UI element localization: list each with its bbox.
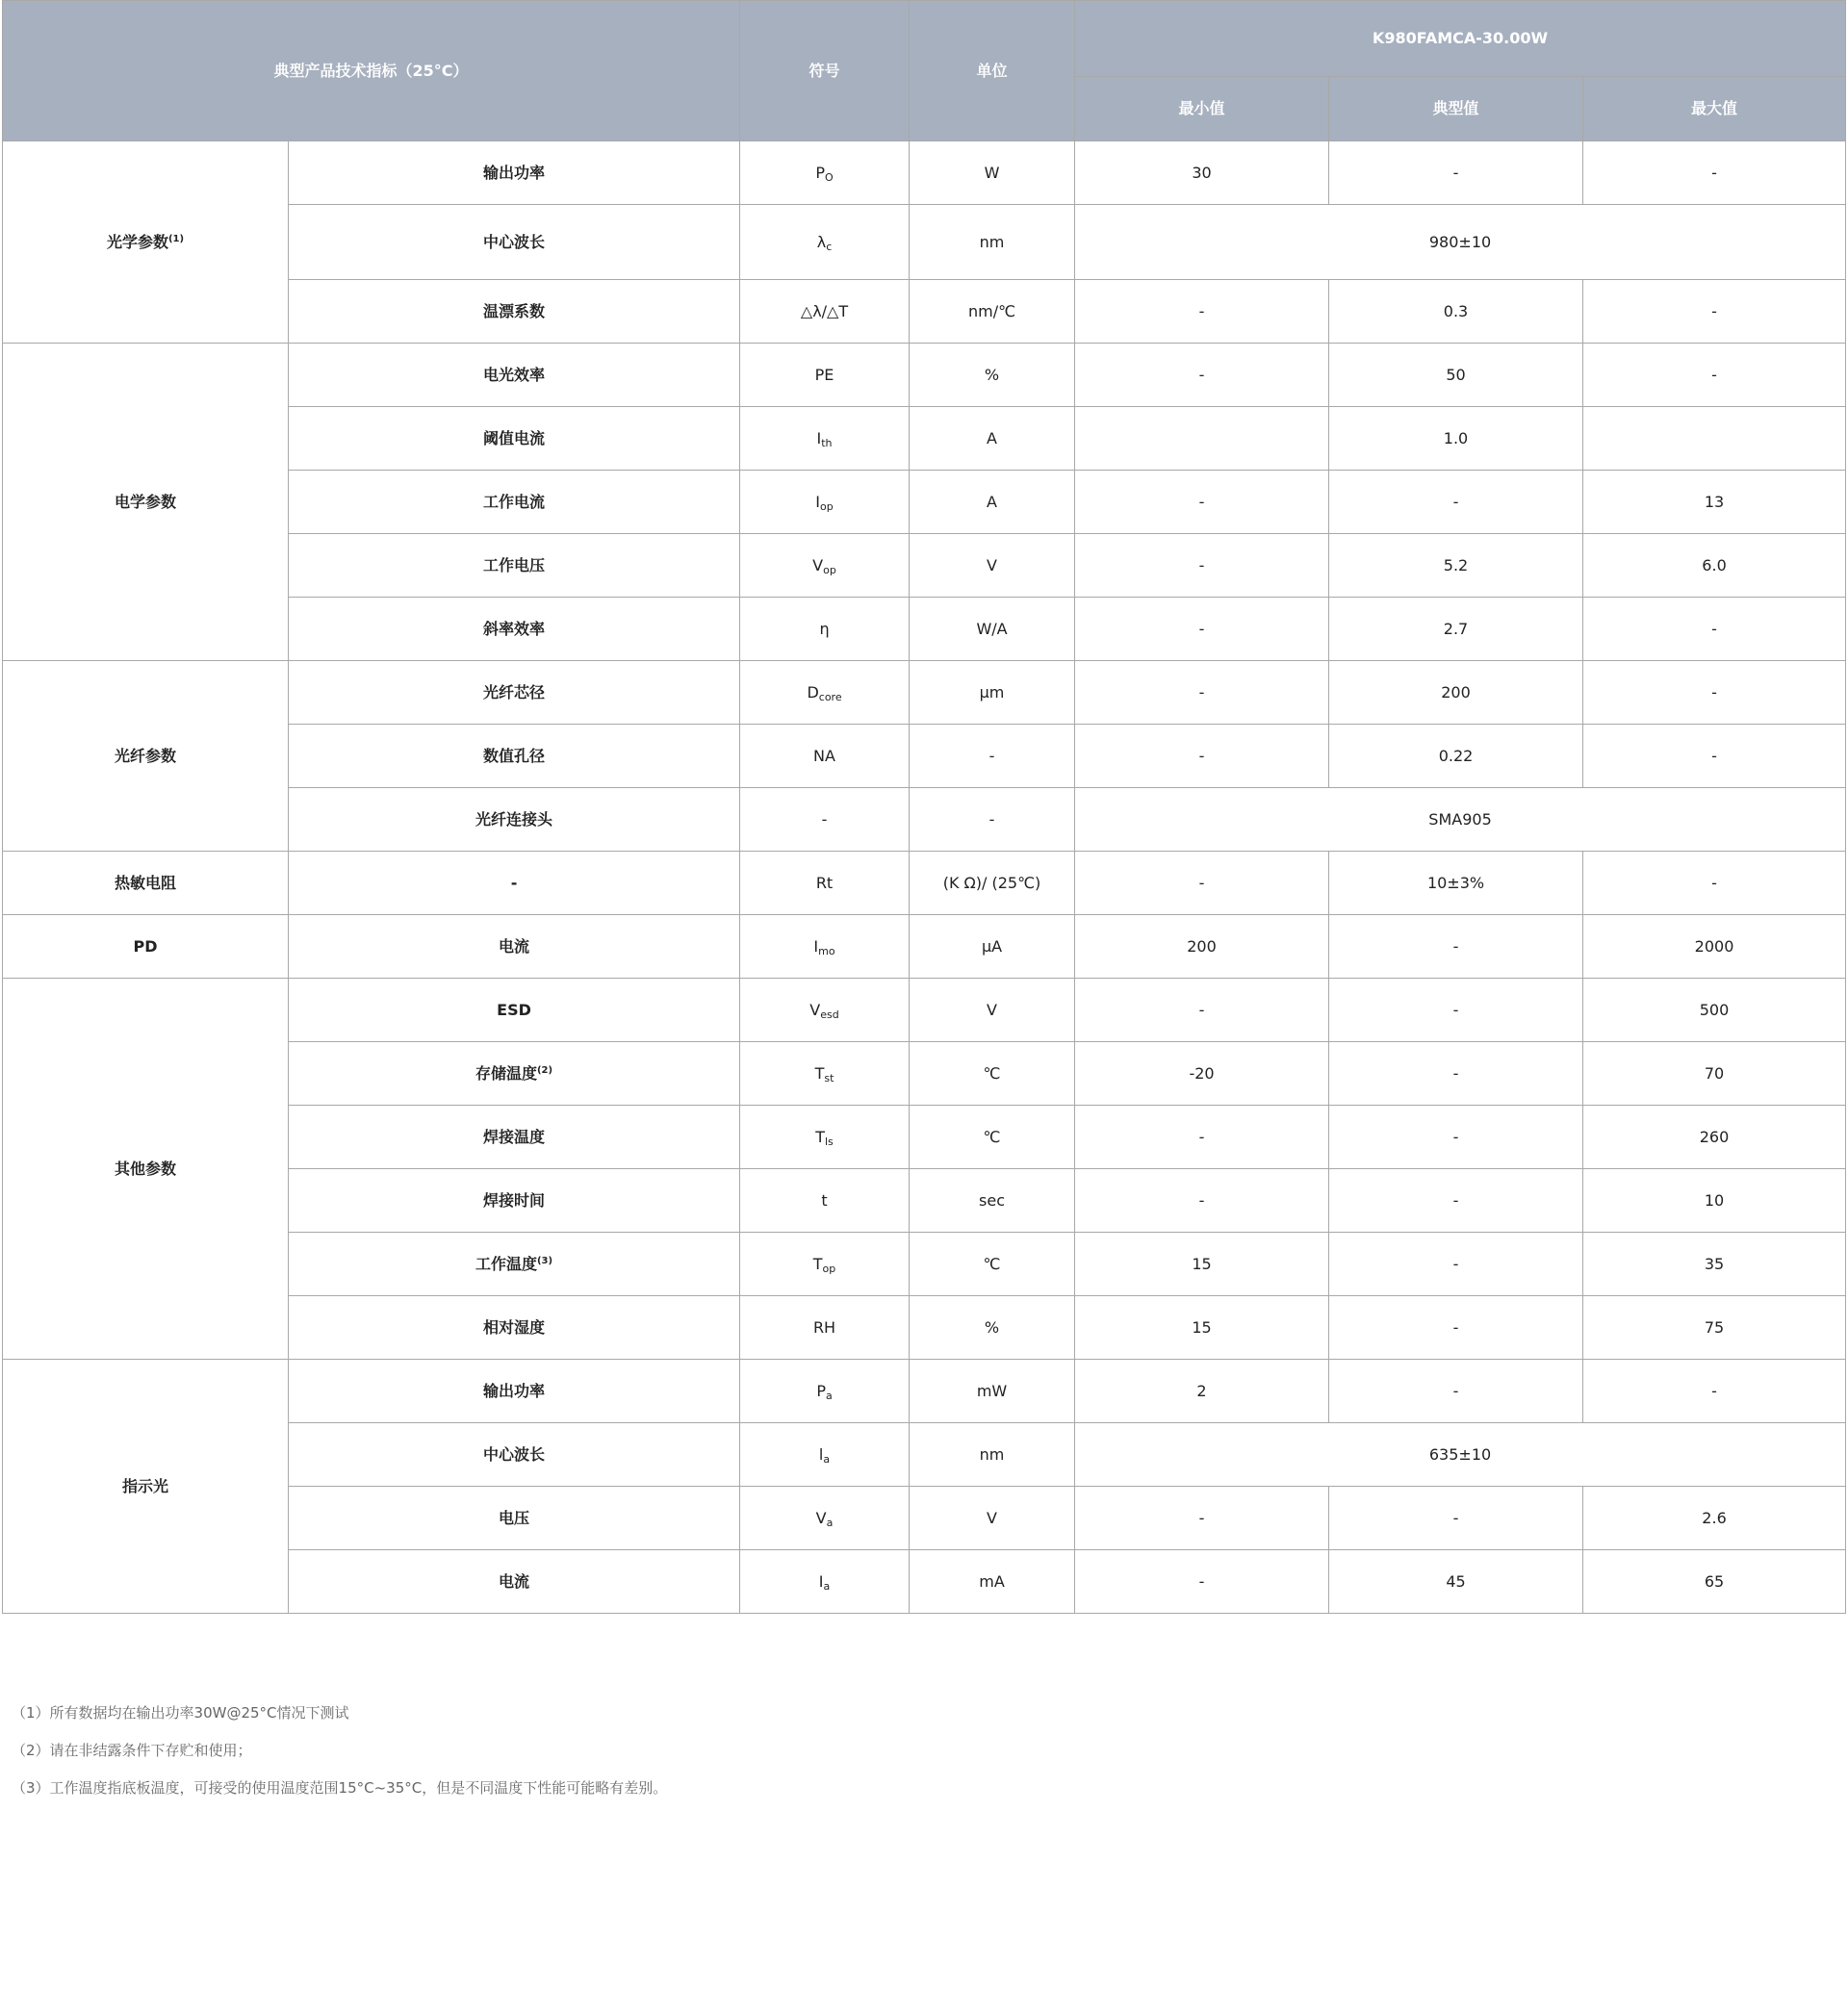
footnote-1: （1）所有数据均在输出功率30W@25°C情况下测试 [12, 1704, 349, 1722]
value-max-cell: - [1583, 1360, 1846, 1423]
symbol-main: RH [812, 1317, 836, 1337]
unit-cell: mW [910, 1360, 1075, 1423]
value-min-cell: - [1075, 852, 1329, 915]
symbol-main: Rt [815, 873, 834, 892]
footnote-ref: (1) [167, 233, 185, 244]
unit-cell: V [910, 534, 1075, 598]
symbol-cell [740, 534, 910, 598]
symbol-main: l [818, 1444, 824, 1464]
symbol-cell [740, 1042, 910, 1106]
symbol-main: - [821, 809, 828, 829]
table-body [3, 141, 1846, 1614]
item-label: 中心波长 [483, 232, 546, 251]
item-cell [289, 1487, 740, 1550]
item-label: 数值孔径 [483, 746, 546, 765]
value-max-cell: - [1583, 344, 1846, 407]
symbol-main: PE [814, 365, 834, 384]
symbol-main: P [815, 163, 825, 182]
symbol-main: T [814, 1063, 825, 1083]
header-min: 最小值 [1075, 77, 1329, 141]
value-min-cell: 200 [1075, 915, 1329, 979]
unit-cell: % [910, 344, 1075, 407]
symbol-main: D [807, 682, 819, 702]
symbol-subscript: a [826, 1516, 834, 1529]
value-typ-cell: 5.2 [1329, 534, 1583, 598]
symbol-cell [740, 1169, 910, 1233]
unit-cell: - [910, 725, 1075, 788]
unit-cell: V [910, 1487, 1075, 1550]
value-max-cell: - [1583, 661, 1846, 725]
symbol-main: I [818, 1571, 824, 1591]
value-typ-cell: - [1329, 141, 1583, 205]
item-label: ESD [497, 1000, 531, 1019]
value-min-cell: - [1075, 1487, 1329, 1550]
unit-cell: A [910, 471, 1075, 534]
unit-cell: A [910, 407, 1075, 471]
symbol-subscript: op [820, 499, 834, 513]
category-label: 热敏电阻 [114, 873, 176, 892]
symbol-cell [740, 344, 910, 407]
unit-cell: (K Ω)/ (25℃) [910, 852, 1075, 915]
value-min-cell: 2 [1075, 1360, 1329, 1423]
item-label: 输出功率 [483, 1381, 546, 1400]
value-typ-cell: 0.3 [1329, 280, 1583, 344]
value-min-cell: - [1075, 534, 1329, 598]
symbol-cell [740, 1360, 910, 1423]
symbol-cell [740, 1550, 910, 1614]
item-cell [289, 1550, 740, 1614]
symbol-cell [740, 725, 910, 788]
category-cell [3, 344, 289, 661]
value-typ-cell: - [1329, 1106, 1583, 1169]
footnote-2: （2）请在非结露条件下存贮和使用； [12, 1742, 252, 1759]
symbol-main: V [815, 1508, 827, 1527]
item-cell [289, 1360, 740, 1423]
item-label: 存储温度 [475, 1063, 537, 1083]
item-label: 工作电流 [483, 492, 546, 511]
unit-cell: ℃ [910, 1233, 1075, 1296]
symbol-subscript: op [822, 1262, 836, 1275]
item-label: 电流 [499, 936, 530, 956]
header-max: 最大值 [1583, 77, 1846, 141]
item-cell [289, 1233, 740, 1296]
footnote-ref: (2) [536, 1064, 553, 1076]
category-cell [3, 1360, 289, 1614]
value-max-cell: 2000 [1583, 915, 1846, 979]
unit-cell: W [910, 141, 1075, 205]
symbol-cell [740, 1487, 910, 1550]
value-span-cell: SMA905 [1075, 788, 1846, 852]
category-label: 指示光 [121, 1476, 168, 1495]
table-row [3, 1360, 1846, 1423]
item-label: 输出功率 [483, 163, 546, 182]
item-label: 中心波长 [483, 1444, 546, 1464]
symbol-cell [740, 1106, 910, 1169]
symbol-subscript: a [825, 1389, 833, 1402]
item-label: 电光效率 [483, 365, 546, 384]
header-unit: 单位 [910, 1, 1075, 141]
value-max-cell: - [1583, 598, 1846, 661]
symbol-cell [740, 1423, 910, 1487]
symbol-main: t [821, 1190, 828, 1210]
item-label: - [510, 873, 518, 892]
symbol-subscript: O [825, 170, 834, 184]
value-min-cell: - [1075, 661, 1329, 725]
item-cell [289, 344, 740, 407]
category-label: 其他参数 [114, 1159, 176, 1178]
item-label: 斜率效率 [483, 619, 546, 638]
item-label: 工作电压 [483, 555, 546, 574]
symbol-cell [740, 661, 910, 725]
value-max-cell: 260 [1583, 1106, 1846, 1169]
symbol-main: V [812, 555, 824, 574]
symbol-subscript: core [818, 690, 842, 703]
item-cell [289, 534, 740, 598]
unit-cell: ℃ [910, 1106, 1075, 1169]
value-typ-cell: - [1329, 979, 1583, 1042]
category-label: PD [133, 936, 158, 956]
symbol-cell [740, 407, 910, 471]
value-min-cell: 15 [1075, 1233, 1329, 1296]
value-max-cell: 500 [1583, 979, 1846, 1042]
value-min-cell: - [1075, 280, 1329, 344]
symbol-cell [740, 1296, 910, 1360]
item-cell [289, 407, 740, 471]
item-cell [289, 1042, 740, 1106]
value-min-cell: - [1075, 979, 1329, 1042]
value-min-cell: - [1075, 1106, 1329, 1169]
symbol-cell [740, 788, 910, 852]
symbol-main: λ [816, 232, 827, 251]
category-cell [3, 661, 289, 852]
table-row [3, 979, 1846, 1042]
value-min-cell: - [1075, 725, 1329, 788]
footnote-ref: (3) [536, 1255, 553, 1266]
unit-cell: ℃ [910, 1042, 1075, 1106]
item-cell [289, 471, 740, 534]
value-max-cell: 65 [1583, 1550, 1846, 1614]
value-min-cell: - [1075, 344, 1329, 407]
value-typ-cell: - [1329, 1296, 1583, 1360]
symbol-cell [740, 471, 910, 534]
category-cell [3, 915, 289, 979]
symbol-main: I [816, 428, 822, 447]
category-cell [3, 979, 289, 1360]
value-min-cell: -20 [1075, 1042, 1329, 1106]
symbol-subscript: a [823, 1579, 831, 1593]
unit-cell: - [910, 788, 1075, 852]
value-max-cell: - [1583, 725, 1846, 788]
symbol-main: I [813, 936, 819, 956]
footnotes [12, 1703, 667, 1816]
unit-cell: μA [910, 915, 1075, 979]
symbol-subscript: c [826, 240, 833, 253]
value-max-cell: 10 [1583, 1169, 1846, 1233]
symbol-cell [740, 979, 910, 1042]
item-label: 电流 [499, 1571, 530, 1591]
symbol-cell [740, 280, 910, 344]
symbol-subscript: esd [820, 1008, 839, 1021]
category-label: 光学参数 [106, 232, 168, 251]
value-typ-cell: - [1329, 1360, 1583, 1423]
table-row [3, 661, 1846, 725]
symbol-cell [740, 852, 910, 915]
value-typ-cell: 0.22 [1329, 725, 1583, 788]
value-min-cell: - [1075, 1550, 1329, 1614]
item-cell [289, 1423, 740, 1487]
value-typ-cell: 10±3% [1329, 852, 1583, 915]
symbol-cell [740, 1233, 910, 1296]
unit-cell: μm [910, 661, 1075, 725]
value-min-cell [1075, 407, 1329, 471]
value-typ-cell: 200 [1329, 661, 1583, 725]
value-typ-cell: 50 [1329, 344, 1583, 407]
value-max-cell: - [1583, 280, 1846, 344]
symbol-subscript: a [823, 1452, 831, 1466]
value-min-cell: 15 [1075, 1296, 1329, 1360]
footnote-3: （3）工作温度指底板温度，可接受的使用温度范围15°C~35°C，但是不同温度下性能可能略有差别。 [12, 1779, 668, 1797]
unit-cell: W/A [910, 598, 1075, 661]
value-min-cell: 30 [1075, 141, 1329, 205]
spec-table [2, 0, 1846, 1614]
value-typ-cell: - [1329, 1233, 1583, 1296]
value-min-cell: - [1075, 471, 1329, 534]
symbol-subscript: mo [818, 944, 835, 957]
value-typ-cell: - [1329, 1487, 1583, 1550]
item-cell [289, 1296, 740, 1360]
symbol-cell [740, 205, 910, 280]
item-cell [289, 915, 740, 979]
item-cell [289, 141, 740, 205]
item-cell [289, 1106, 740, 1169]
unit-cell: nm [910, 205, 1075, 280]
item-label: 相对湿度 [483, 1317, 546, 1337]
item-cell [289, 280, 740, 344]
unit-cell: mA [910, 1550, 1075, 1614]
value-typ-cell: 45 [1329, 1550, 1583, 1614]
item-label: 光纤芯径 [483, 682, 546, 702]
symbol-main: T [815, 1127, 825, 1146]
value-typ-cell: 2.7 [1329, 598, 1583, 661]
table-row [3, 852, 1846, 915]
symbol-subscript: op [823, 563, 836, 576]
value-typ-cell: 1.0 [1329, 407, 1583, 471]
value-max-cell: 13 [1583, 471, 1846, 534]
header-indicator: 典型产品技术指标（25°C） [3, 1, 740, 141]
table-header [3, 1, 1846, 141]
value-typ-cell: - [1329, 915, 1583, 979]
item-cell [289, 788, 740, 852]
value-typ-cell: - [1329, 1042, 1583, 1106]
category-cell [3, 852, 289, 915]
value-max-cell: 75 [1583, 1296, 1846, 1360]
value-max-cell: 6.0 [1583, 534, 1846, 598]
value-max-cell: 35 [1583, 1233, 1846, 1296]
item-cell [289, 852, 740, 915]
symbol-main: P [816, 1381, 826, 1400]
value-max-cell: 2.6 [1583, 1487, 1846, 1550]
symbol-main: NA [813, 746, 835, 765]
value-max-cell: - [1583, 852, 1846, 915]
item-cell [289, 979, 740, 1042]
value-typ-cell: - [1329, 471, 1583, 534]
item-label: 焊接时间 [483, 1190, 546, 1210]
unit-cell: % [910, 1296, 1075, 1360]
item-label: 工作温度 [475, 1254, 537, 1273]
symbol-main: V [809, 1000, 821, 1019]
unit-cell: V [910, 979, 1075, 1042]
item-label: 焊接温度 [483, 1127, 546, 1146]
item-label: 电压 [499, 1508, 530, 1527]
symbol-cell [740, 141, 910, 205]
symbol-main: T [812, 1254, 823, 1273]
item-label: 阈值电流 [483, 428, 546, 447]
value-typ-cell: - [1329, 1169, 1583, 1233]
unit-cell: nm/℃ [910, 280, 1075, 344]
category-label: 电学参数 [114, 492, 176, 511]
symbol-main: I [815, 492, 821, 511]
item-cell [289, 661, 740, 725]
table-row [3, 344, 1846, 407]
value-max-cell [1583, 407, 1846, 471]
item-cell [289, 725, 740, 788]
item-cell [289, 1169, 740, 1233]
symbol-main: η [819, 619, 830, 638]
table-row [3, 915, 1846, 979]
table-row [3, 141, 1846, 205]
unit-cell: sec [910, 1169, 1075, 1233]
item-label: 温漂系数 [483, 301, 546, 320]
symbol-cell [740, 915, 910, 979]
category-cell [3, 141, 289, 344]
symbol-subscript: st [824, 1071, 834, 1084]
item-label: 光纤连接头 [475, 809, 553, 829]
header-model: K980FAMCA-30.00W [1075, 1, 1846, 77]
unit-cell: nm [910, 1423, 1075, 1487]
header-symbol: 符号 [740, 1, 910, 141]
category-label: 光纤参数 [114, 746, 176, 765]
value-max-cell: - [1583, 141, 1846, 205]
header-typ: 典型值 [1329, 77, 1583, 141]
value-min-cell: - [1075, 598, 1329, 661]
item-cell [289, 598, 740, 661]
value-span-cell: 980±10 [1075, 205, 1846, 280]
symbol-subscript: th [821, 436, 833, 449]
value-min-cell: - [1075, 1169, 1329, 1233]
symbol-cell [740, 598, 910, 661]
symbol-subscript: ls [825, 1135, 834, 1148]
value-max-cell: 70 [1583, 1042, 1846, 1106]
value-span-cell: 635±10 [1075, 1423, 1846, 1487]
symbol-main: △λ/△T [800, 301, 849, 320]
item-cell [289, 205, 740, 280]
